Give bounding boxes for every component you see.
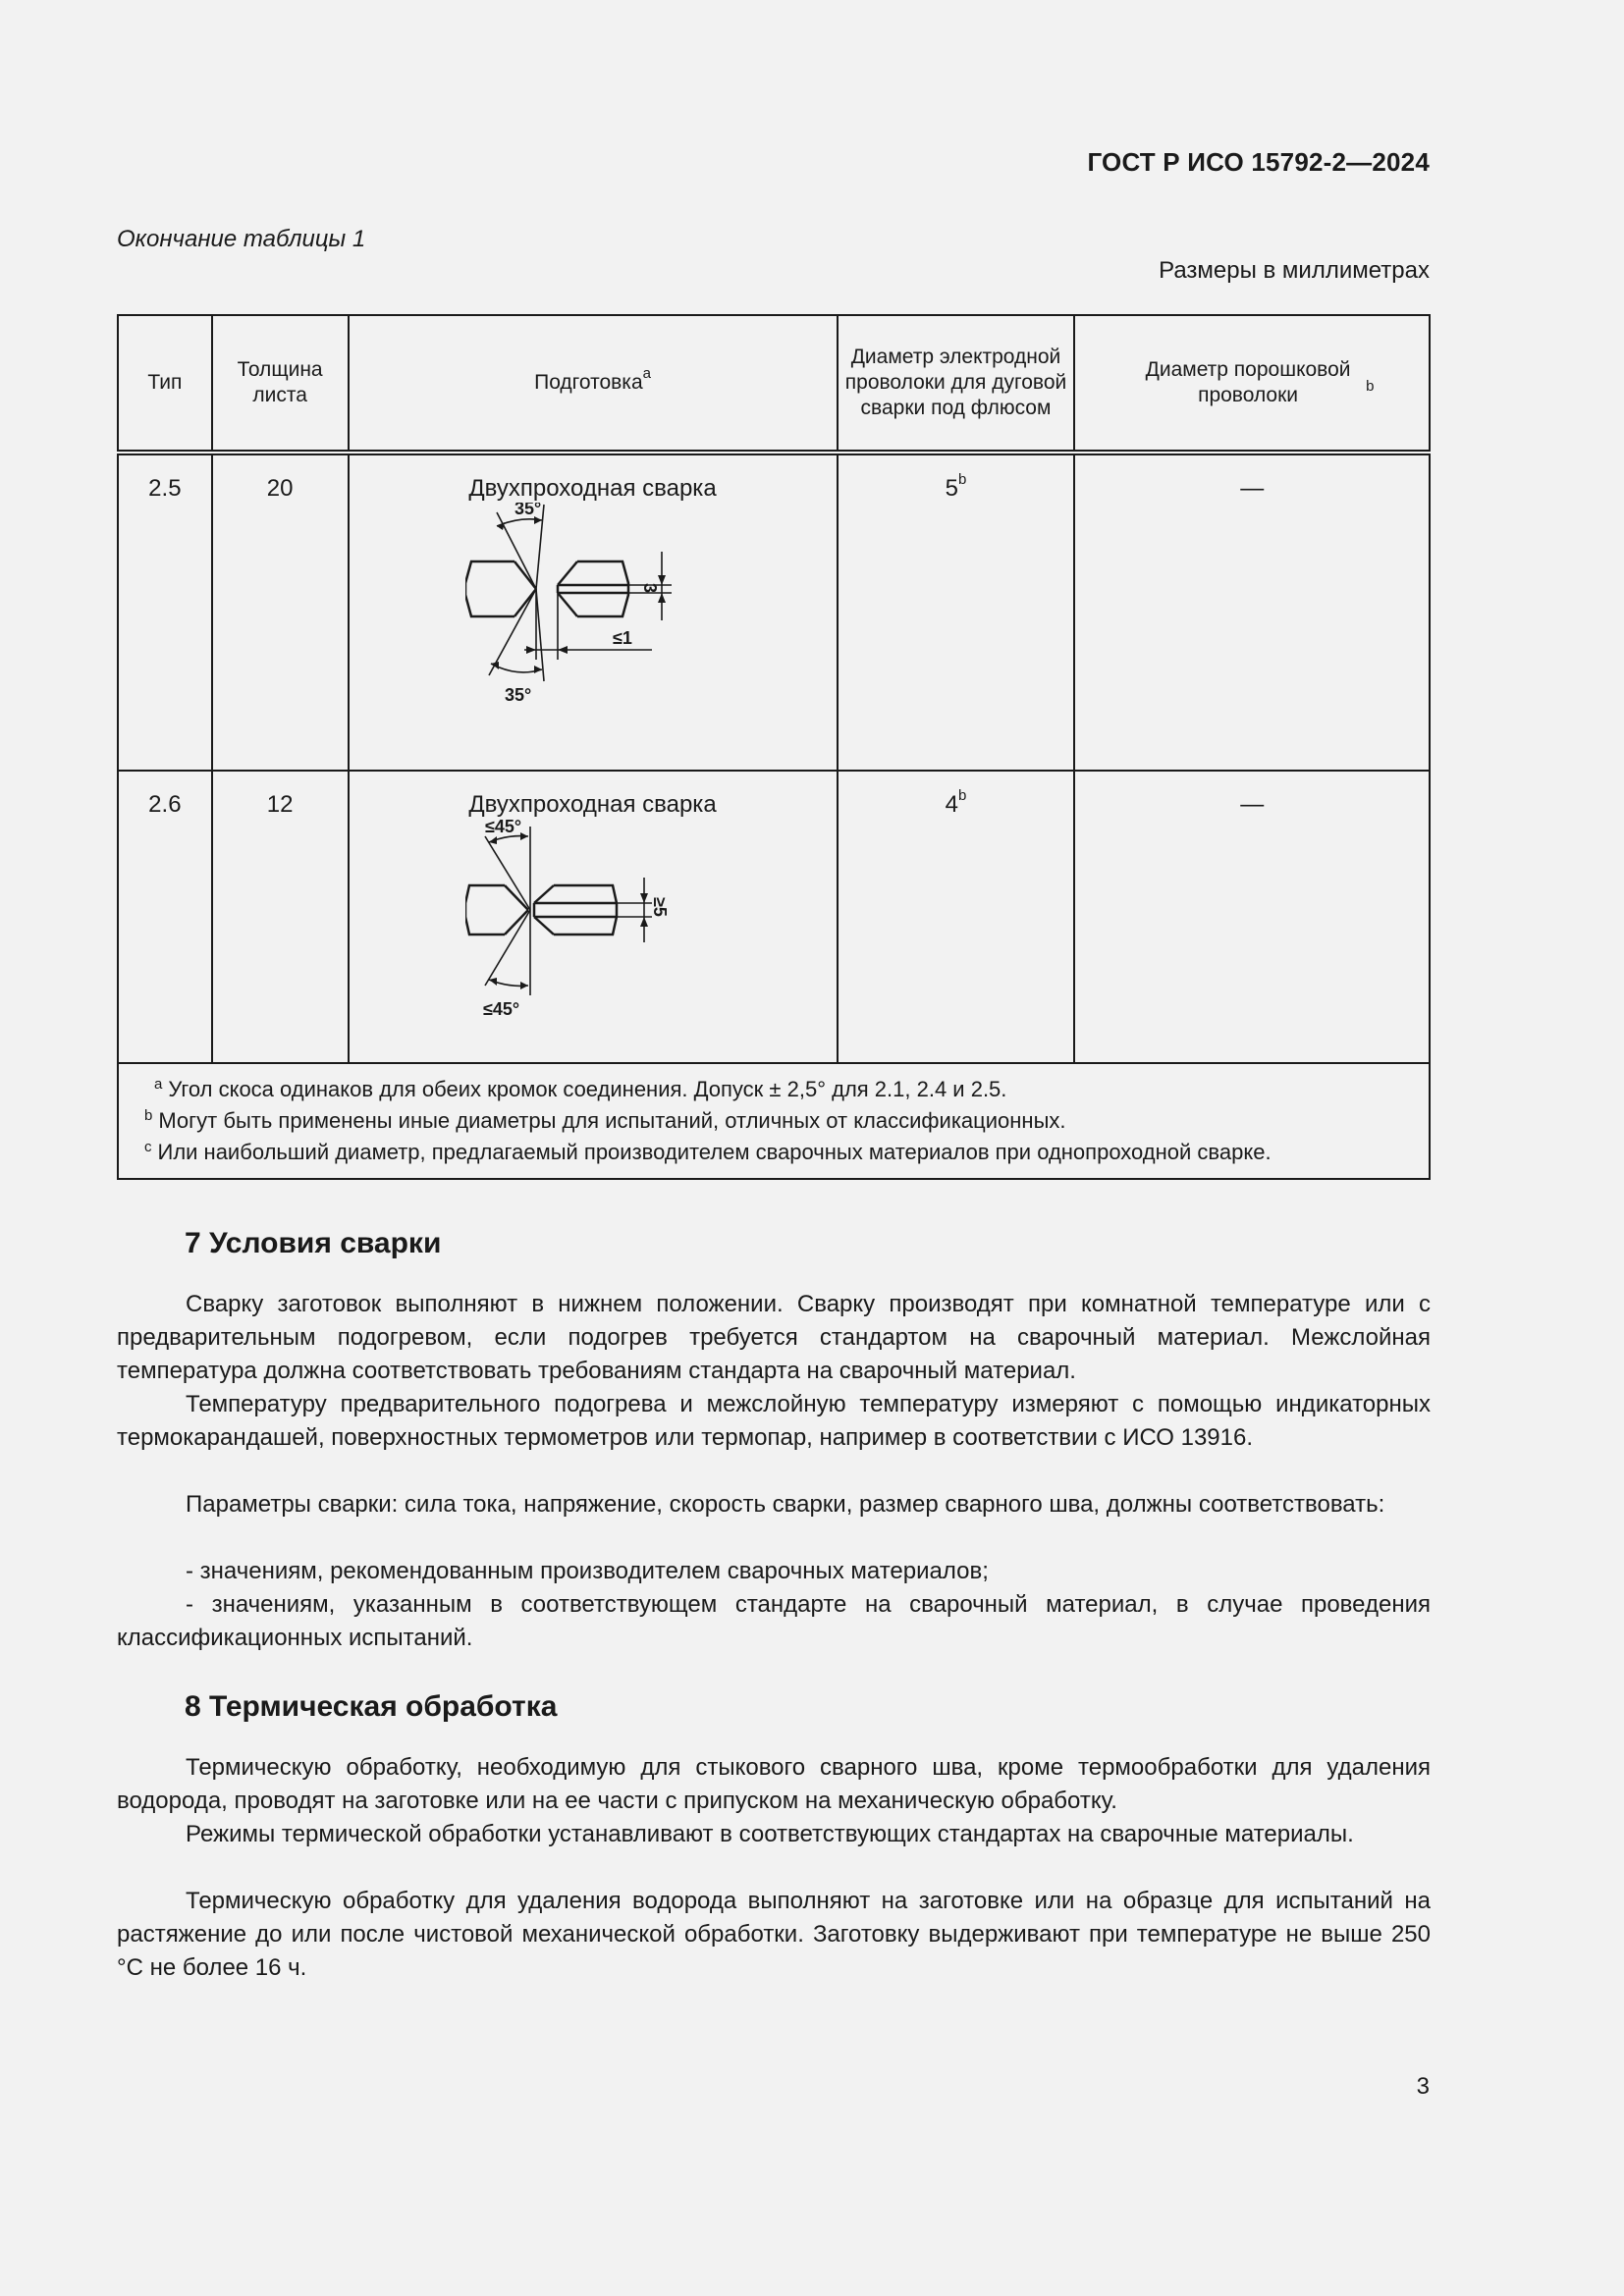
section-7-list-item-1: - значениям, рекомендованным производителем сварочных материалов; <box>186 1558 989 1584</box>
section-7-list-item-2: - значениям, указанным в соответствующем стандарте на сварочный материал, в случае проведения классификационных испытаний. <box>117 1591 1431 1651</box>
table-row <box>118 771 1430 1063</box>
angle-bottom-label: ≤45° <box>482 999 519 1019</box>
section-8-paragraph-1: Термическую обработку, необходимую для стыкового сварного шва, кроме термообработки для удаления водорода, проводят на заготовке или на ее части с припуском на механическую обработку. <box>117 1754 1431 1814</box>
document-code: ГОСТ Р ИСО 15792-2—2024 <box>1087 147 1430 177</box>
cell-thickness: 12 <box>212 771 349 1063</box>
section-7-paragraph-1: Сварку заготовок выполняют в нижнем положении. Сварку производят при комнатной температуре или с предварительным подогревом, если подогрев требуется стандартом на сварочный материал. Межслойная температура должна соответствовать требованиям стандарта на сварочный материал. <box>117 1291 1431 1384</box>
footnote-b: $^b$ Могут быть применены иные диаметры для испытаний, отличных от классификационных. <box>144 1106 1066 1133</box>
units-note: Размеры в миллиметрах <box>1159 257 1430 284</box>
angle-top-label: 35° <box>514 503 541 518</box>
cell-type: 2.5 <box>118 453 212 771</box>
cell-saw-wire-diameter: 4$^b$ <box>838 771 1075 1063</box>
cell-flux-wire-diameter: — <box>1074 453 1430 771</box>
angle-top-label: ≤45° <box>484 819 521 836</box>
table-caption: Окончание таблицы 1 <box>117 226 366 252</box>
cell-preparation: Двухпроходная сварка ≤45° ≤45° ≥5 <box>349 771 838 1063</box>
column-header-type: Тип <box>118 315 212 453</box>
cell-saw-wire-diameter: 5$^b$ <box>838 453 1075 771</box>
cell-flux-wire-diameter: — <box>1074 771 1430 1063</box>
cell-preparation: Двухпроходная сварка 35° 35° 3 ≤1 <box>349 453 838 771</box>
section-7-title: 7 Условия сварки <box>185 1227 442 1259</box>
joint-preparation-table <box>117 314 1431 1180</box>
page-number: 3 <box>1416 2073 1430 2100</box>
table-header-row <box>118 315 1430 453</box>
table-row <box>118 453 1430 771</box>
column-header-flux-wire-diameter: Диаметр порошковой проволоки $^b$ <box>1074 315 1430 453</box>
table-footnotes <box>118 1063 1430 1179</box>
gap-label: ≤1 <box>612 628 632 648</box>
column-header-saw-wire-diameter: Диаметр электродной проволоки для дуговой сварки под флюсом <box>838 315 1075 453</box>
x-joint-drawing-2-6 <box>465 819 721 1044</box>
section-7-paragraph-3: Параметры сварки: сила тока, напряжение, скорость сварки, размер сварного шва, должны соответствовать: <box>186 1491 1385 1518</box>
section-8-paragraph-2: Режимы термической обработки устанавливают в соответствующих стандартах на сварочные материалы. <box>186 1821 1354 1847</box>
cell-thickness: 20 <box>212 453 349 771</box>
section-7-paragraph-2: Температуру предварительного подогрева и межслойную температуру измеряют с помощью индикаторных термокарандашей, поверхностных термометров или термопар, например в соответствии с ИСО 13916. <box>117 1391 1431 1451</box>
x-joint-drawing-2-5 <box>465 503 721 748</box>
angle-bottom-label: 35° <box>504 685 531 705</box>
section-8-title: 8 Термическая обработка <box>185 1690 558 1723</box>
root-face-label: 3 <box>639 583 660 594</box>
column-header-preparation: Подготовка$^a$ <box>349 315 838 453</box>
root-face-label: ≥5 <box>649 897 670 917</box>
cell-type: 2.6 <box>118 771 212 1063</box>
footnote-a: $^a$ Угол скоса одинаков для обеих кромок соединения. Допуск ± 2,5° для 2.1, 2.4 и 2.5. <box>154 1075 1007 1101</box>
section-8-paragraph-3: Термическую обработку для удаления водорода выполняют на заготовке или на образце для испытаний на растяжение до или после чистовой механической обработки. Заготовку выдерживают при температуре не выше 250 °С не более 16 ч. <box>117 1888 1431 1981</box>
column-header-thickness: Толщина листа <box>212 315 349 453</box>
footnote-c: $^c$ Или наибольший диаметр, предлагаемый производителем сварочных материалов при однопроходной сварке. <box>144 1138 1272 1164</box>
